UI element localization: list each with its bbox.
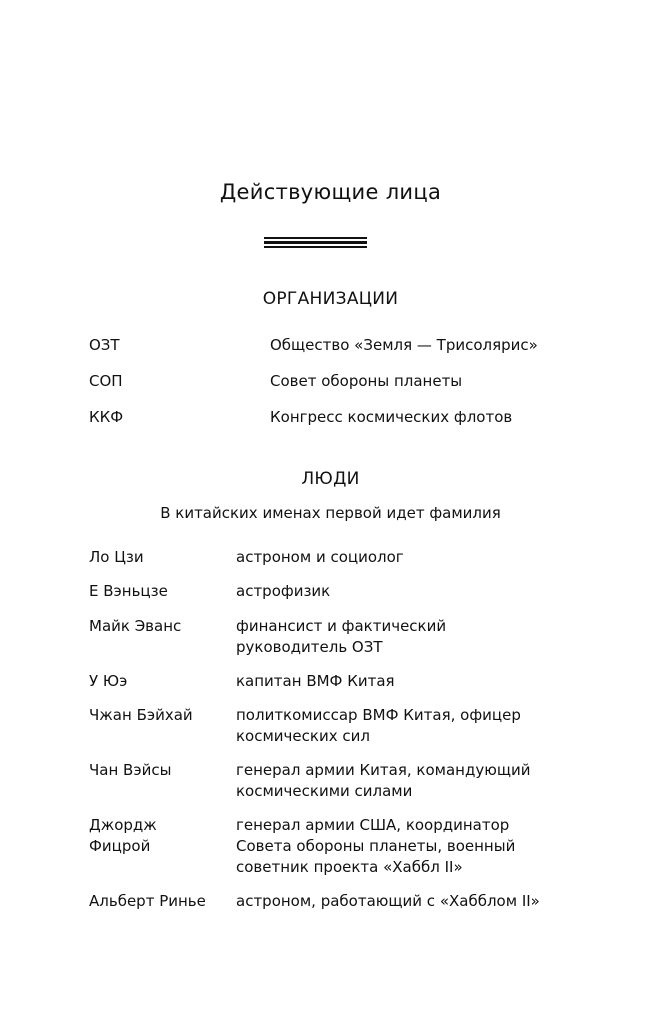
people-note: В китайских именах первой идет фамилия [160, 504, 501, 522]
person-description: генерал армии США, координатор Совета обороны планеты, военный советник проекта «Хаббл II» [236, 816, 516, 876]
organization-abbr: ККФ [89, 408, 124, 426]
person-name: Чжан Бэйхай [89, 706, 193, 724]
people-heading: ЛЮДИ [301, 469, 360, 489]
person-description: астроном и социолог [236, 548, 404, 566]
person-description: финансист и фактический руководитель ОЗТ [236, 617, 447, 656]
organization-name: Конгресс космических флотов [270, 408, 513, 426]
person-name: У Юэ [89, 672, 128, 690]
organization-name: Общество «Земля — Трисолярис» [270, 336, 538, 354]
person-description: генерал армии Китая, командующий космическими силами [236, 761, 531, 800]
person-description: капитан ВМФ Китая [236, 672, 395, 690]
person-name: Джордж Фицрой [89, 816, 157, 855]
person-name: Чан Вэйсы [89, 761, 172, 779]
person-description: политкомиссар ВМФ Китая, офицер космических сил [236, 706, 521, 745]
organizations-heading: ОРГАНИЗАЦИИ [262, 289, 399, 309]
person-name: Майк Эванс [89, 617, 182, 635]
page-title: Действующие лица [219, 180, 442, 204]
person-name: Ло Цзи [89, 548, 144, 566]
person-description: астроном, работающий с «Хабблом II» [236, 892, 540, 910]
organization-abbr: СОП [89, 372, 123, 390]
ornament-line [264, 246, 367, 248]
person-name: Альберт Ринье [89, 892, 206, 910]
organization-abbr: ОЗТ [89, 336, 120, 354]
person-name: Е Вэньцзе [89, 582, 168, 600]
person-description: астрофизик [236, 582, 331, 600]
ornament-line [264, 241, 367, 244]
organization-name: Совет обороны планеты [270, 372, 463, 390]
ornament-line [264, 237, 367, 239]
title-ornament [264, 237, 367, 251]
